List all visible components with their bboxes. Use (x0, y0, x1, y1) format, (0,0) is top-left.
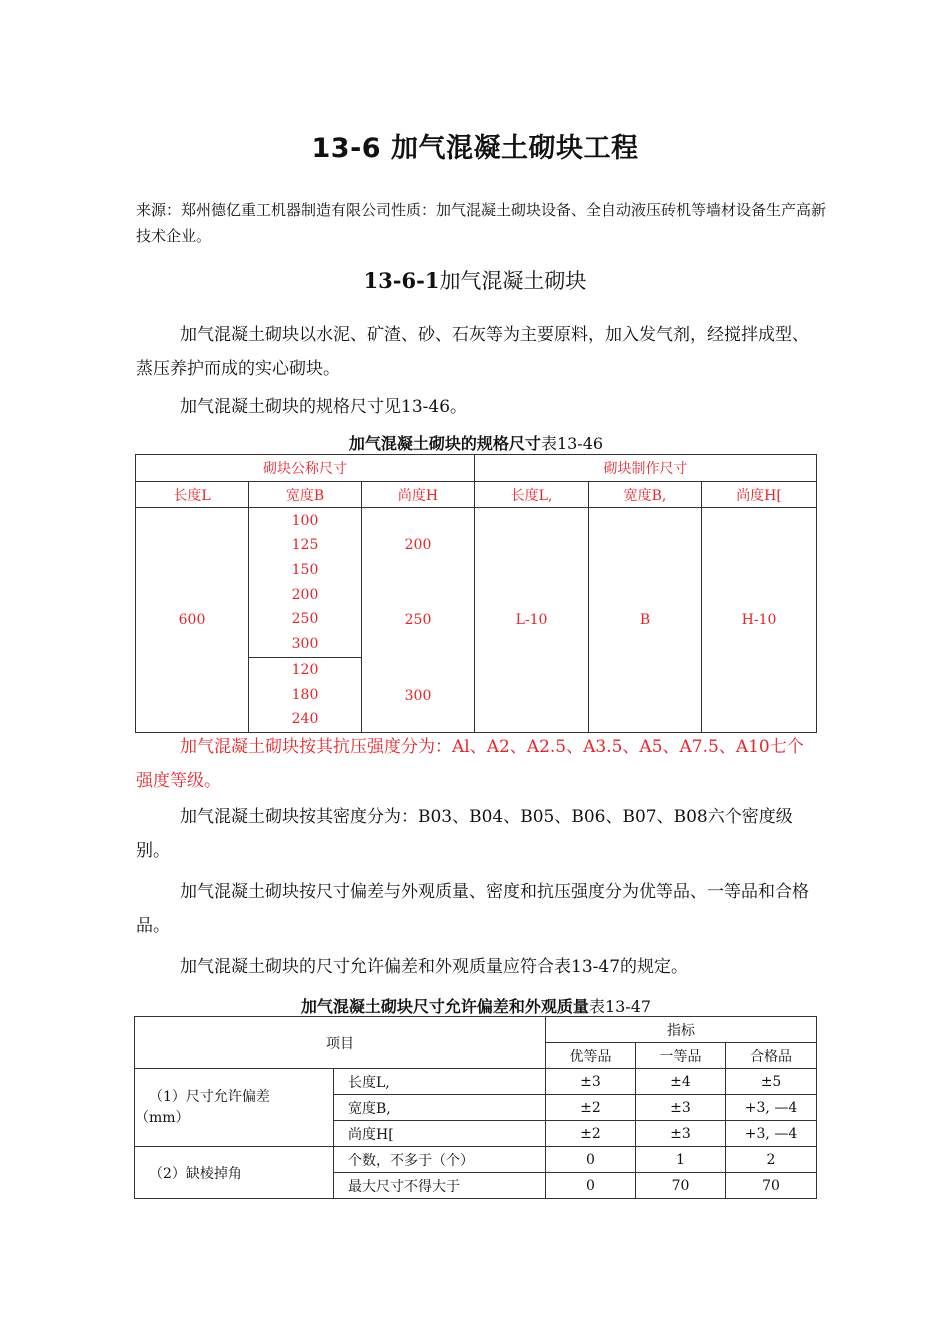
size-spec-table (135, 454, 817, 733)
height-value: 300 (404, 688, 432, 704)
cell-made-width: B (589, 508, 702, 733)
section-number: 13-6-1 (363, 268, 440, 293)
value-first: 1 (636, 1147, 726, 1173)
cell-made-length: L-10 (475, 508, 589, 733)
width-value: 120 (291, 662, 319, 679)
width-value: 200 (291, 586, 319, 603)
value-first: ±3 (636, 1121, 726, 1147)
paragraph-size-ref: 加气混凝土砌块的规格尺寸见13-46。 (180, 397, 468, 417)
cell-widths-group-a (249, 508, 362, 658)
value-qualified: 70 (726, 1173, 817, 1199)
value-qualified: 2 (726, 1147, 817, 1173)
header-item: 项目 (135, 1017, 546, 1069)
paragraph-strength-grades: 加气混凝土砌块按其抗压强度分为：Al、A2、A2.5、A3.5、A5、A7.5、A10七个强度等级。 (136, 737, 804, 791)
page-title: 13-6 加气混凝土砌块工程 (311, 133, 639, 164)
header-made-height: 尚度H[ (702, 482, 817, 508)
header-made-length: 长度L, (475, 482, 589, 508)
source-note: 来源：郑州德亿重工机器制造有限公司性质：加气混凝土砌块设备、全自动液压砖机等墙材设备生产高新技术企业。 (136, 201, 827, 245)
height-value: 200 (404, 537, 432, 553)
height-value: 250 (404, 612, 432, 628)
section-title: 加气混凝土砌块 (439, 269, 587, 293)
width-value: 250 (291, 611, 319, 628)
paragraph-intro: 加气混凝土砌块以水泥、矿渣、砂、石灰等为主要原料，加入发气剂，经搅拌成型、蒸压养护而成的实心砌块。 (136, 325, 809, 379)
header-nominal-size: 砌块公称尺寸 (136, 455, 475, 482)
table2-caption (136, 994, 816, 1017)
header-grade-qualified: 合格品 (726, 1043, 817, 1069)
section-size-tolerance (135, 1069, 334, 1147)
width-value: 150 (291, 561, 319, 578)
value-qualified: +3, —4 (726, 1095, 817, 1121)
width-value: 100 (291, 512, 319, 529)
header-height: 尚度H (362, 482, 475, 508)
paragraph-density-grades: 加气混凝土砌块按其密度分为：B03、B04、B05、B06、B07、B08六个密度级别。 (136, 807, 793, 861)
width-value: 240 (291, 711, 319, 728)
value-qualified: +3, —4 (726, 1121, 817, 1147)
paragraph-quality-grades: 加气混凝土砌块按尺寸偏差与外观质量、密度和抗压强度分为优等品、一等品和合格品。 (136, 882, 809, 936)
header-grade-superior: 优等品 (546, 1043, 636, 1069)
section-size-tolerance-label: （1）尺寸允许偏差 (149, 1088, 270, 1105)
value-first: 70 (636, 1173, 726, 1199)
row-label: 宽度B, (334, 1095, 546, 1121)
section-size-tolerance-unit: （mm） (135, 1109, 190, 1126)
header-width: 宽度B (249, 482, 362, 508)
value-superior: ±2 (546, 1121, 636, 1147)
tolerance-table (134, 1016, 817, 1199)
value-superior: ±3 (546, 1069, 636, 1095)
header-made-width: 宽度B, (589, 482, 702, 508)
width-value: 180 (291, 686, 319, 703)
row-label: 尚度H[ (334, 1121, 546, 1147)
value-superior: ±2 (546, 1095, 636, 1121)
table1-caption (136, 431, 816, 454)
row-label: 最大尺寸不得大于 (334, 1173, 546, 1199)
header-length: 长度L (136, 482, 249, 508)
row-label: 个数，不多于（个） (334, 1147, 546, 1173)
width-value: 125 (291, 537, 319, 554)
width-value: 300 (291, 635, 319, 652)
value-superior: 0 (546, 1173, 636, 1199)
section-heading (0, 265, 950, 295)
value-superior: 0 (546, 1147, 636, 1173)
cell-made-height: H-10 (702, 508, 817, 733)
header-grade-first: 一等品 (636, 1043, 726, 1069)
value-first: ±3 (636, 1095, 726, 1121)
table1-caption-title: 加气混凝土砌块的规格尺寸 (348, 434, 541, 453)
value-qualified: ±5 (726, 1069, 817, 1095)
table2-caption-title: 加气混凝土砌块尺寸允许偏差和外观质量 (300, 997, 589, 1016)
cell-length-value: 600 (136, 508, 249, 733)
section-edge-defects: （2）缺棱掉角 (135, 1147, 334, 1199)
table2-caption-number: 表13-47 (588, 997, 652, 1016)
header-made-size: 砌块制作尺寸 (475, 455, 817, 482)
table1-caption-number: 表13-46 (540, 434, 604, 453)
row-label: 长度L, (334, 1069, 546, 1095)
cell-heights (362, 508, 475, 733)
cell-widths-group-b (249, 658, 362, 733)
paragraph-tolerance-ref: 加气混凝土砌块的尺寸允许偏差和外观质量应符合表13-47的规定。 (180, 957, 689, 977)
header-index: 指标 (546, 1017, 817, 1043)
value-first: ±4 (636, 1069, 726, 1095)
